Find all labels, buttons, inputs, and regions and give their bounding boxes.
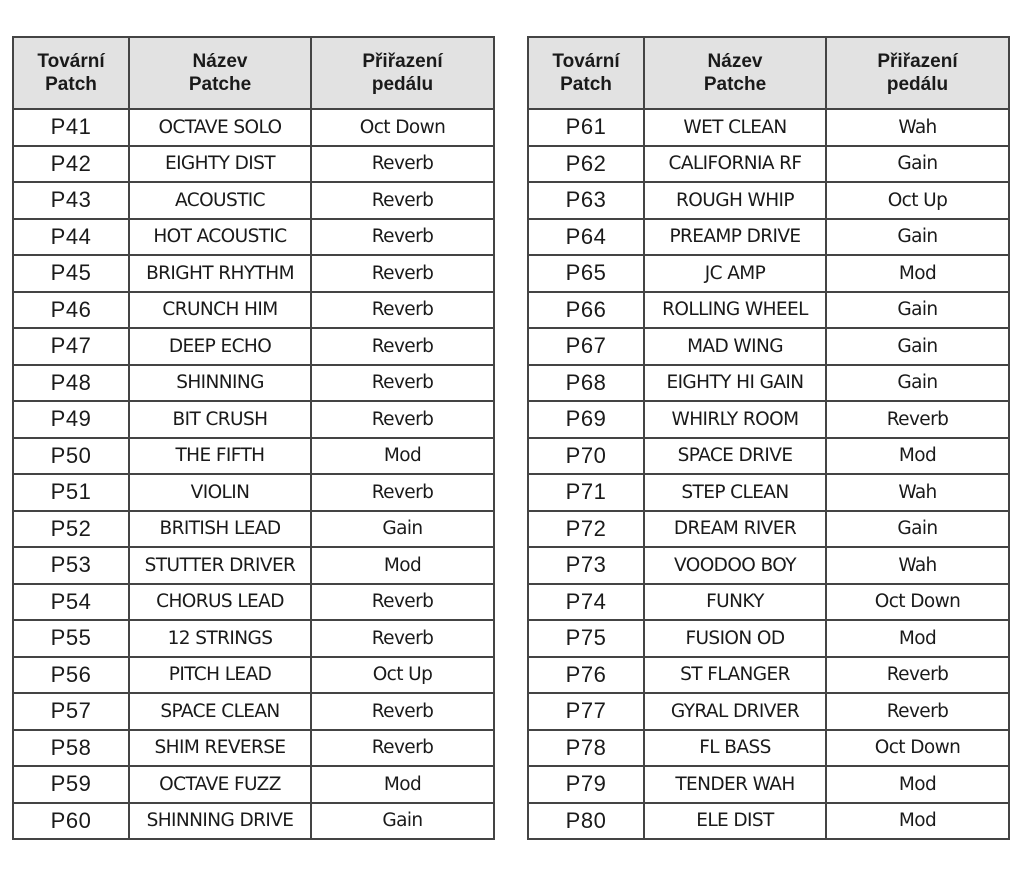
- patch-name-cell: MAD WING: [644, 328, 826, 365]
- patch-code-cell: P63: [528, 182, 644, 219]
- patch-name-cell: PITCH LEAD: [129, 657, 311, 694]
- patch-code-cell: P47: [13, 328, 129, 365]
- table-body: [13, 109, 494, 839]
- pedal-assignment-cell: Reverb: [311, 365, 494, 402]
- header-factory-patch: [13, 37, 129, 109]
- patch-name-cell: CRUNCH HIM: [129, 292, 311, 329]
- patch-code-cell: P68: [528, 365, 644, 402]
- header-text: pedálu: [371, 74, 434, 95]
- header-text: Patch: [560, 74, 612, 95]
- patch-name-cell: ACOUSTIC: [129, 182, 311, 219]
- patch-code-cell: P67: [528, 328, 644, 365]
- patch-code-cell: P57: [13, 693, 129, 730]
- patch-name-cell: FUSION OD: [644, 620, 826, 657]
- patch-code-cell: P75: [528, 620, 644, 657]
- patch-table-right: [527, 36, 1010, 840]
- pedal-assignment-cell: Reverb: [311, 146, 494, 183]
- patch-name-cell: HOT ACOUSTIC: [129, 219, 311, 256]
- pedal-assignment-cell: Mod: [826, 255, 1009, 292]
- patch-name-cell: WET CLEAN: [644, 109, 826, 146]
- patch-name-cell: TENDER WAH: [644, 766, 826, 803]
- patch-code-cell: P50: [13, 438, 129, 475]
- pedal-assignment-cell: Mod: [826, 438, 1009, 475]
- header-text: Přiřazení: [362, 51, 443, 72]
- pedal-assignment-cell: Gain: [311, 511, 494, 548]
- patch-name-cell: FUNKY: [644, 584, 826, 621]
- pedal-assignment-cell: Gain: [826, 219, 1009, 256]
- pedal-assignment-cell: Reverb: [311, 693, 494, 730]
- table-row: [13, 474, 494, 511]
- pedal-assignment-cell: Reverb: [311, 292, 494, 329]
- pedal-assignment-cell: Reverb: [311, 255, 494, 292]
- patch-code-cell: P70: [528, 438, 644, 475]
- header-text: Tovární: [552, 51, 620, 72]
- table-row: [528, 766, 1009, 803]
- pedal-assignment-cell: Reverb: [311, 474, 494, 511]
- pedal-assignment-cell: Gain: [826, 292, 1009, 329]
- patch-code-cell: P54: [13, 584, 129, 621]
- pedal-assignment-cell: Reverb: [311, 584, 494, 621]
- pedal-assignment-cell: Mod: [311, 438, 494, 475]
- table-row: [13, 401, 494, 438]
- pedal-assignment-cell: Reverb: [311, 219, 494, 256]
- patch-code-cell: P74: [528, 584, 644, 621]
- patch-code-cell: P60: [13, 803, 129, 840]
- header-text: Tovární: [37, 51, 105, 72]
- patch-code-cell: P69: [528, 401, 644, 438]
- pedal-assignment-cell: Mod: [311, 766, 494, 803]
- table-row: [13, 292, 494, 329]
- patch-name-cell: CHORUS LEAD: [129, 584, 311, 621]
- pedal-assignment-cell: Reverb: [826, 693, 1009, 730]
- patch-code-cell: P56: [13, 657, 129, 694]
- patch-code-cell: P62: [528, 146, 644, 183]
- patch-code-cell: P49: [13, 401, 129, 438]
- patch-name-cell: ELE DIST: [644, 803, 826, 840]
- table-row: [528, 657, 1009, 694]
- table-row: [528, 365, 1009, 402]
- table-row: [528, 109, 1009, 146]
- table-row: [528, 693, 1009, 730]
- patch-code-cell: P48: [13, 365, 129, 402]
- table-row: [528, 146, 1009, 183]
- pedal-assignment-cell: Oct Down: [826, 584, 1009, 621]
- patch-table-left: [12, 36, 495, 840]
- patch-code-cell: P76: [528, 657, 644, 694]
- header-text: Patch: [45, 74, 97, 95]
- patch-code-cell: P79: [528, 766, 644, 803]
- pedal-assignment-cell: Oct Down: [311, 109, 494, 146]
- header-text: Patche: [703, 74, 767, 95]
- patch-name-cell: BIT CRUSH: [129, 401, 311, 438]
- patch-name-cell: SHINNING: [129, 365, 311, 402]
- table-row: [528, 182, 1009, 219]
- patch-code-cell: P71: [528, 474, 644, 511]
- header-text: Přiřazení: [877, 51, 958, 72]
- patch-code-cell: P61: [528, 109, 644, 146]
- table-row: [528, 730, 1009, 767]
- header-pedal-assignment: [826, 37, 1009, 109]
- pedal-assignment-cell: Oct Down: [826, 730, 1009, 767]
- patch-code-cell: P46: [13, 292, 129, 329]
- table-row: [13, 803, 494, 840]
- patch-name-cell: OCTAVE FUZZ: [129, 766, 311, 803]
- patch-code-cell: P64: [528, 219, 644, 256]
- patch-code-cell: P65: [528, 255, 644, 292]
- patch-name-cell: BRIGHT RHYTHM: [129, 255, 311, 292]
- patch-name-cell: DEEP ECHO: [129, 328, 311, 365]
- table-row: [528, 255, 1009, 292]
- table-row: [13, 657, 494, 694]
- pedal-assignment-cell: Gain: [311, 803, 494, 840]
- patch-name-cell: CALIFORNIA RF: [644, 146, 826, 183]
- table-row: [13, 255, 494, 292]
- patch-code-cell: P43: [13, 182, 129, 219]
- patch-name-cell: STEP CLEAN: [644, 474, 826, 511]
- table-row: [528, 620, 1009, 657]
- header-row: [13, 37, 494, 109]
- table-row: [13, 328, 494, 365]
- header-pedal-assignment: [311, 37, 494, 109]
- header-patch-name: [644, 37, 826, 109]
- patch-name-cell: ST FLANGER: [644, 657, 826, 694]
- patch-name-cell: FL BASS: [644, 730, 826, 767]
- pedal-assignment-cell: Reverb: [311, 328, 494, 365]
- patch-code-cell: P51: [13, 474, 129, 511]
- header-text: Název: [707, 51, 763, 72]
- patch-code-cell: P66: [528, 292, 644, 329]
- header-text: Patche: [188, 74, 252, 95]
- patch-name-cell: 12 STRINGS: [129, 620, 311, 657]
- pedal-assignment-cell: Reverb: [311, 401, 494, 438]
- patch-code-cell: P72: [528, 511, 644, 548]
- pedal-assignment-cell: Reverb: [311, 730, 494, 767]
- patch-name-cell: PREAMP DRIVE: [644, 219, 826, 256]
- table-row: [528, 511, 1009, 548]
- patch-name-cell: GYRAL DRIVER: [644, 693, 826, 730]
- patch-code-cell: P42: [13, 146, 129, 183]
- table-row: [13, 693, 494, 730]
- table-row: [13, 620, 494, 657]
- table-row: [528, 584, 1009, 621]
- header-factory-patch: [528, 37, 644, 109]
- pedal-assignment-cell: Reverb: [311, 620, 494, 657]
- patch-name-cell: SHIM REVERSE: [129, 730, 311, 767]
- table-row: [13, 547, 494, 584]
- patch-name-cell: EIGHTY HI GAIN: [644, 365, 826, 402]
- patch-code-cell: P41: [13, 109, 129, 146]
- patch-name-cell: SHINNING DRIVE: [129, 803, 311, 840]
- pedal-assignment-cell: Gain: [826, 365, 1009, 402]
- table-row: [13, 146, 494, 183]
- patch-name-cell: SPACE CLEAN: [129, 693, 311, 730]
- patch-name-cell: SPACE DRIVE: [644, 438, 826, 475]
- table-row: [13, 109, 494, 146]
- pedal-assignment-cell: Oct Up: [826, 182, 1009, 219]
- pedal-assignment-cell: Gain: [826, 328, 1009, 365]
- patch-name-cell: DREAM RIVER: [644, 511, 826, 548]
- table-row: [528, 803, 1009, 840]
- patch-name-cell: JC AMP: [644, 255, 826, 292]
- pedal-assignment-cell: Reverb: [826, 401, 1009, 438]
- header-patch-name: [129, 37, 311, 109]
- patch-code-cell: P44: [13, 219, 129, 256]
- table-row: [528, 438, 1009, 475]
- patch-name-cell: WHIRLY ROOM: [644, 401, 826, 438]
- pedal-assignment-cell: Wah: [826, 547, 1009, 584]
- pedal-assignment-cell: Wah: [826, 474, 1009, 511]
- header-row: [528, 37, 1009, 109]
- table-row: [528, 547, 1009, 584]
- patch-name-cell: VOODOO BOY: [644, 547, 826, 584]
- pedal-assignment-cell: Reverb: [826, 657, 1009, 694]
- patch-code-cell: P59: [13, 766, 129, 803]
- patch-name-cell: STUTTER DRIVER: [129, 547, 311, 584]
- table-row: [13, 511, 494, 548]
- patch-code-cell: P78: [528, 730, 644, 767]
- table-row: [528, 292, 1009, 329]
- patch-code-cell: P58: [13, 730, 129, 767]
- table-row: [13, 365, 494, 402]
- table-row: [13, 182, 494, 219]
- pedal-assignment-cell: Wah: [826, 109, 1009, 146]
- table-row: [528, 219, 1009, 256]
- table-row: [528, 328, 1009, 365]
- patch-code-cell: P77: [528, 693, 644, 730]
- table-body: [528, 109, 1009, 839]
- patch-name-cell: ROLLING WHEEL: [644, 292, 826, 329]
- patch-name-cell: BRITISH LEAD: [129, 511, 311, 548]
- pedal-assignment-cell: Mod: [826, 803, 1009, 840]
- patch-code-cell: P45: [13, 255, 129, 292]
- pedal-assignment-cell: Gain: [826, 146, 1009, 183]
- pedal-assignment-cell: Reverb: [311, 182, 494, 219]
- table-row: [13, 766, 494, 803]
- patch-code-cell: P55: [13, 620, 129, 657]
- patch-name-cell: ROUGH WHIP: [644, 182, 826, 219]
- pedal-assignment-cell: Mod: [826, 620, 1009, 657]
- pedal-assignment-cell: Gain: [826, 511, 1009, 548]
- patch-name-cell: VIOLIN: [129, 474, 311, 511]
- header-text: pedálu: [886, 74, 949, 95]
- pedal-assignment-cell: Oct Up: [311, 657, 494, 694]
- header-text: Název: [192, 51, 248, 72]
- table-row: [528, 474, 1009, 511]
- pedal-assignment-cell: Mod: [311, 547, 494, 584]
- patch-name-cell: THE FIFTH: [129, 438, 311, 475]
- pedal-assignment-cell: Mod: [826, 766, 1009, 803]
- table-row: [13, 730, 494, 767]
- table-row: [13, 584, 494, 621]
- table-row: [528, 401, 1009, 438]
- patch-name-cell: EIGHTY DIST: [129, 146, 311, 183]
- patch-code-cell: P52: [13, 511, 129, 548]
- patch-code-cell: P53: [13, 547, 129, 584]
- patch-code-cell: P73: [528, 547, 644, 584]
- table-row: [13, 438, 494, 475]
- patch-code-cell: P80: [528, 803, 644, 840]
- patch-name-cell: OCTAVE SOLO: [129, 109, 311, 146]
- table-row: [13, 219, 494, 256]
